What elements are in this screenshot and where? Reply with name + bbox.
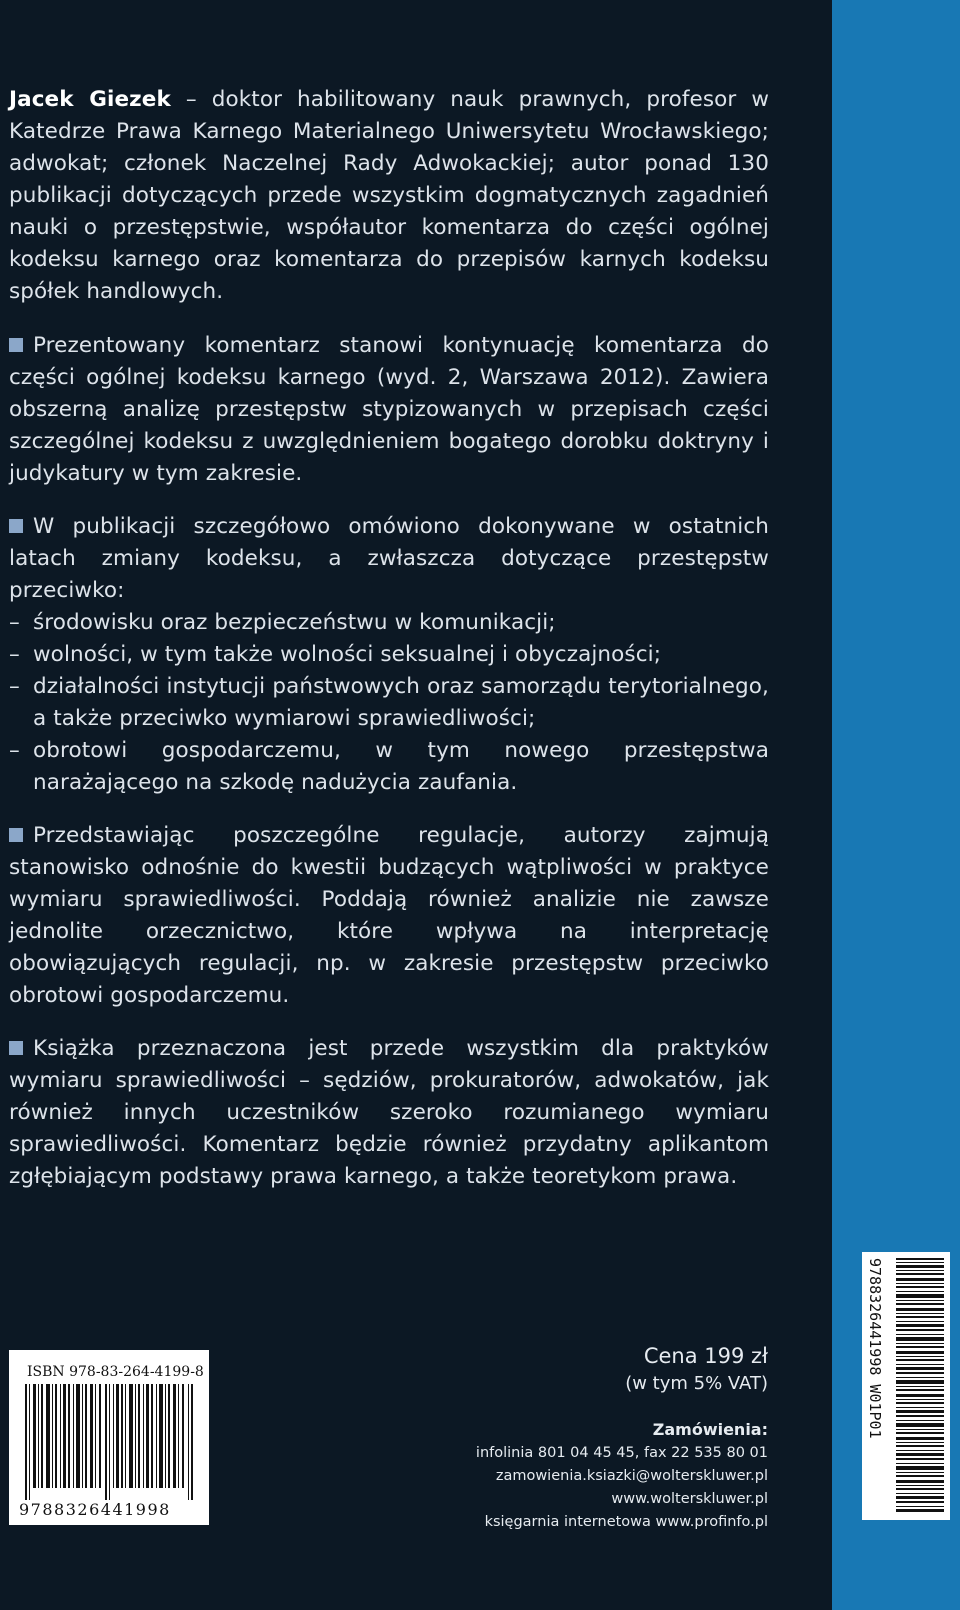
isbn-label: ISBN 978-83-264-4199-8	[27, 1364, 204, 1380]
vertical-barcode-icon	[862, 1252, 950, 1520]
vertical-barcode-code: 9788326441998 W01P01	[866, 1258, 884, 1439]
square-bullet-icon	[9, 519, 23, 533]
dash-icon: –	[9, 674, 20, 699]
list-item-text: wolności, w tym także wolności seksualnej i obyczajności;	[33, 642, 662, 667]
author-bio	[9, 84, 769, 308]
paragraph-2	[9, 511, 769, 607]
orders-shop[interactable]: księgarnia internetowa www.profinfo.pl	[484, 1514, 768, 1530]
isbn-barcode-icon	[25, 1384, 195, 1500]
paragraph-1	[9, 330, 769, 490]
list-item-text: działalności instytucji państwowych oraz samorządu terytorialnego, a także przeciwko wymiarowi sprawiedliwości;	[33, 674, 769, 731]
list-item	[9, 671, 769, 735]
orders-website[interactable]: www.wolterskluwer.pl	[611, 1491, 768, 1507]
square-bullet-icon	[9, 338, 23, 352]
price-label: Cena 199 zł	[643, 1344, 768, 1368]
paragraph-3-text: Przedstawiając poszczególne regulacje, autorzy zajmują stanowisko odnośnie do kwestii budzących wątpliwości w praktyce wymiaru sprawiedliwości. Poddają również analizie nie zawsze jednolite orzecznictwo, które wpływa na interpretację obowiązujących regulacji, np. w zakresie przestępstw przeciwko obrotowi gospodarczemu.	[9, 823, 769, 1008]
square-bullet-icon	[9, 1041, 23, 1055]
list-item	[9, 607, 769, 639]
list-item	[9, 735, 769, 799]
paragraph-4-text: Książka przeznaczona jest przede wszystkim dla praktyków wymiaru sprawiedliwości – sędziów, prokuratorów, adwokatów, jak również innych uczestników szeroko rozumianego wymiaru sprawiedliwości. Komentarz będzie również przydatny aplikantom zgłębiającym podstawy prawa karnego, a także teoretykom prawa.	[9, 1036, 769, 1189]
paragraph-3	[9, 820, 769, 1012]
paragraph-1-text: Prezentowany komentarz stanowi kontynuację komentarza do części ogólnej kodeksu karnego (wyd. 2, Warszawa 2012). Zawiera obszerną analizę przestępstw stypizowanych w przepisach części szczególnej kodeksu z uwzględnieniem bogatego dorobku doktryny i judykatury w tym zakresie.	[9, 333, 769, 486]
list-item	[9, 639, 769, 671]
orders-phone: infolinia 801 04 45 45, fax 22 535 80 01	[475, 1445, 768, 1461]
isbn-digits: 9788326441998	[19, 1500, 171, 1519]
offence-list	[9, 607, 769, 799]
list-item-text: środowisku oraz bezpieczeństwu w komunikacji;	[33, 610, 556, 635]
dash-icon: –	[9, 610, 20, 635]
isbn-barcode-box	[9, 1350, 209, 1525]
paragraph-4	[9, 1033, 769, 1193]
orders-block	[476, 1418, 768, 1534]
dash-icon: –	[9, 642, 20, 667]
orders-title: Zamówienia:	[652, 1420, 768, 1439]
dash-icon: –	[9, 738, 20, 763]
author-bio-text: – doktor habilitowany nauk prawnych, profesor w Katedrze Prawa Karnego Materialnego Uniwersytetu Wrocławskiego; adwokat; członek Naczelnej Rady Adwokackiej; autor ponad 130 publikacji dotyczących przede wszystkim dogmatycznych zagadnień nauki o przestępstwie, współautor komentarza do części ogólnej kodeksu karnego oraz komentarza do przepisów karnych kodeksu spółek handlowych.	[9, 87, 769, 304]
orders-email[interactable]: zamowienia.ksiazki@wolterskluwer.pl	[495, 1468, 768, 1484]
vertical-barcode-box	[862, 1252, 950, 1520]
price-block	[625, 1341, 768, 1397]
paragraph-2-text: W publikacji szczegółowo omówiono dokonywane w ostatnich latach zmiany kodeksu, a zwłaszcza dotyczące przestępstw przeciwko:	[9, 514, 769, 603]
back-cover-text	[9, 84, 769, 1214]
list-item-text: obrotowi gospodarczemu, w tym nowego przestępstwa narażającego na szkodę nadużycia zaufania.	[33, 738, 769, 795]
square-bullet-icon	[9, 828, 23, 842]
author-name: Jacek Giezek	[9, 87, 171, 112]
price-vat-note: (w tym 5% VAT)	[625, 1373, 768, 1394]
